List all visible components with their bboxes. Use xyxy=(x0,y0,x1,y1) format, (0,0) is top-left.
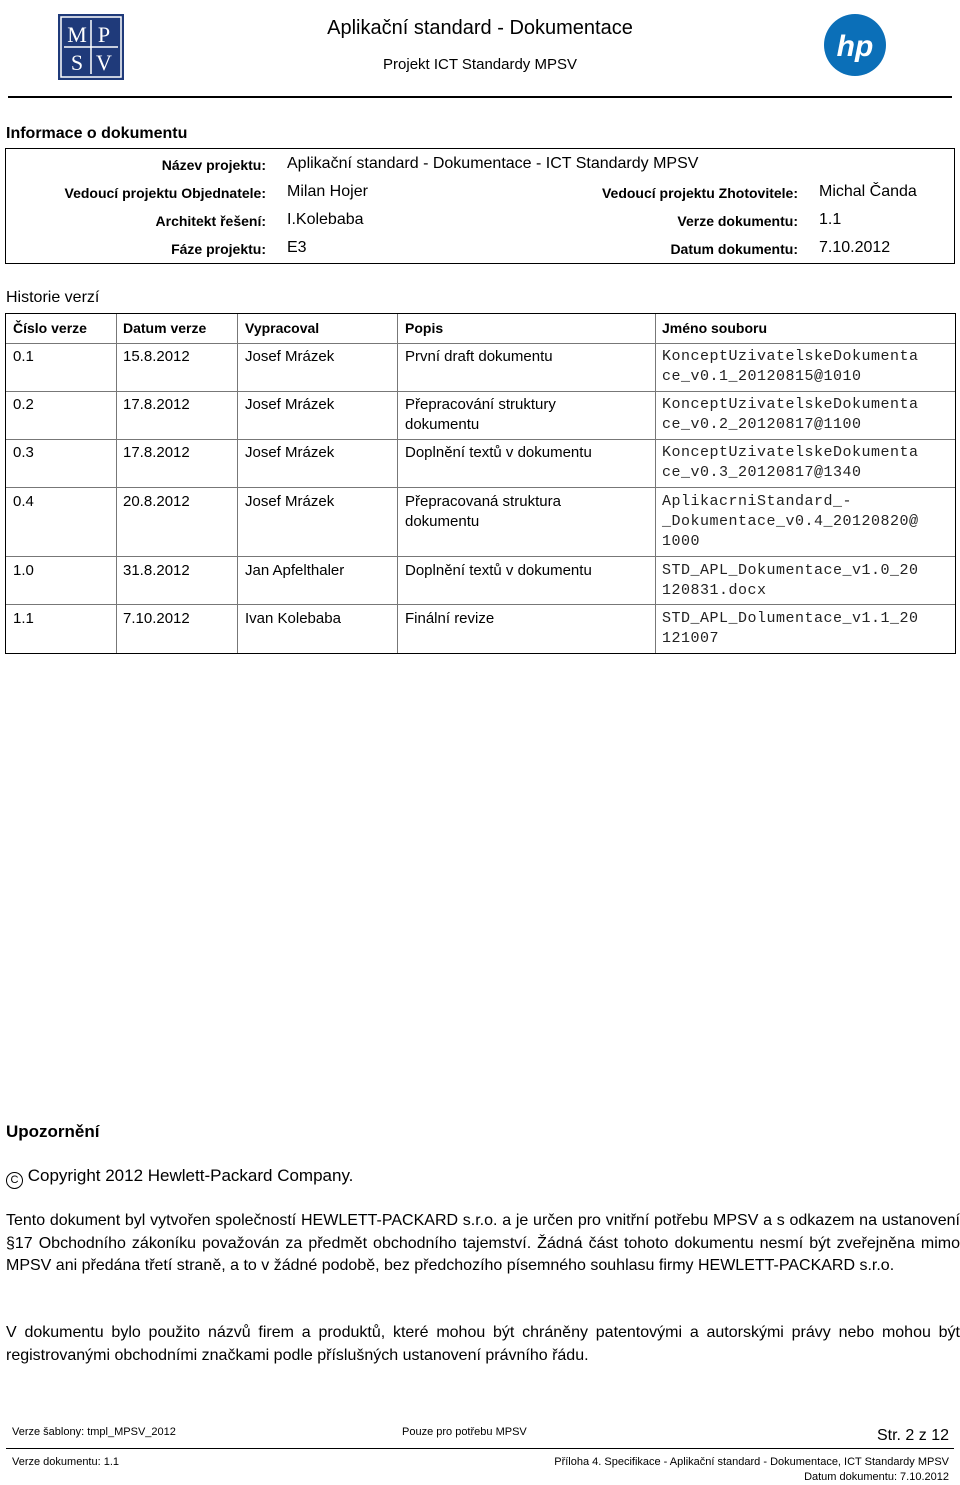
internal-use-note: Pouze pro potřebu MPSV xyxy=(402,1426,527,1438)
row-filename: STD_APL_Dokumentace_v1.0_20 xyxy=(662,562,919,579)
architect-label: Architekt řešení: xyxy=(155,213,266,229)
row-filename: ce_v0.3_20120817@1340 xyxy=(662,464,862,481)
row-filename: 121007 xyxy=(662,630,720,647)
col-header-description: Popis xyxy=(405,320,444,336)
svg-text:hp: hp xyxy=(836,30,874,63)
row-filename: STD_APL_Dolumentace_v1.1_20 xyxy=(662,610,919,627)
column-divider xyxy=(237,314,238,653)
svg-text:M: M xyxy=(67,22,87,47)
svg-text:V: V xyxy=(96,50,112,75)
supplier-lead-label: Vedoucí projektu Zhotovitele: xyxy=(601,185,798,201)
row-divider xyxy=(6,604,955,605)
row-filename: ce_v0.2_20120817@1100 xyxy=(662,416,862,433)
row-description: Finální revize xyxy=(405,610,495,627)
template-version: Verze šablony: tmpl_MPSV_2012 xyxy=(12,1426,176,1438)
row-description: První draft dokumentu xyxy=(405,348,553,365)
phase-value: E3 xyxy=(287,239,307,256)
row-date: 31.8.2012 xyxy=(123,562,190,579)
row-version: 1.1 xyxy=(13,610,34,627)
row-filename: AplikacrniStandard_- xyxy=(662,493,853,510)
supplier-lead-value: Michal Čanda xyxy=(819,183,917,200)
column-divider xyxy=(655,314,656,653)
footer-doc-date: Datum dokumentu: 7.10.2012 xyxy=(804,1471,949,1483)
row-divider xyxy=(6,487,955,488)
row-version: 1.0 xyxy=(13,562,34,579)
row-filename: 120831.docx xyxy=(662,582,767,599)
row-author: Ivan Kolebaba xyxy=(245,610,341,627)
col-header-filename: Jméno souboru xyxy=(662,320,768,336)
row-author: Josef Mrázek xyxy=(245,348,335,365)
header-rule xyxy=(8,96,952,98)
notice-heading: Upozornění xyxy=(6,1122,100,1141)
svg-text:S: S xyxy=(70,50,84,75)
footer-attachment: Příloha 4. Specifikace - Aplikační standard - Dokumentace, ICT Standardy MPSV xyxy=(554,1456,949,1468)
row-date: 7.10.2012 xyxy=(123,610,190,627)
row-description: Přepracování struktury xyxy=(405,396,556,413)
client-lead-value: Milan Hojer xyxy=(287,183,368,200)
row-version: 0.4 xyxy=(13,493,34,510)
row-date: 17.8.2012 xyxy=(123,396,190,413)
trademark-paragraph: V dokumentu bylo použito názvů firem a produktů, které mohou být chráněny patentovými a autorskými právy nebo mohou být registrovanými obchodními značkami podle příslušných ustanovení právního řádu. xyxy=(6,1324,960,1364)
row-version: 0.2 xyxy=(13,396,34,413)
doc-date-label: Datum dokumentu: xyxy=(670,241,798,257)
history-heading: Historie verzí xyxy=(6,289,100,306)
column-divider xyxy=(116,314,117,653)
row-divider xyxy=(6,391,955,392)
row-description: dokumentu xyxy=(405,416,480,433)
copyright-icon: C xyxy=(6,1172,23,1189)
row-author: Josef Mrázek xyxy=(245,493,335,510)
row-divider xyxy=(6,439,955,440)
row-author: Josef Mrázek xyxy=(245,396,335,413)
info-heading: Informace o dokumentu xyxy=(6,125,188,142)
row-filename: 1000 xyxy=(662,533,701,550)
row-author: Josef Mrázek xyxy=(245,444,335,461)
hp-logo xyxy=(822,12,888,78)
col-header-version: Číslo verze xyxy=(13,320,87,336)
project-subtitle: Projekt ICT Standardy MPSV xyxy=(383,56,577,73)
doc-date-value: 7.10.2012 xyxy=(819,239,891,256)
row-filename: KonceptUzivatelskeDokumenta xyxy=(662,348,919,365)
project-name-label: Název projektu: xyxy=(161,157,266,173)
architect-value: I.Kolebaba xyxy=(287,211,364,228)
column-divider xyxy=(397,314,398,653)
footer-rule xyxy=(6,1448,954,1449)
row-author: Jan Apfelthaler xyxy=(245,562,345,579)
row-filename: _Dokumentace_v0.4_20120820@ xyxy=(662,513,919,530)
col-header-date: Datum verze xyxy=(123,320,207,336)
row-description: Doplnění textů v dokumentu xyxy=(405,562,592,579)
project-name-value: Aplikační standard - Dokumentace - ICT Standardy MPSV xyxy=(287,155,699,172)
row-date: 17.8.2012 xyxy=(123,444,190,461)
phase-label: Fáze projektu: xyxy=(171,241,266,257)
document-title: Aplikační standard - Dokumentace xyxy=(327,17,633,39)
page-number: Str. 2 z 12 xyxy=(876,1427,949,1444)
row-description: Doplnění textů v dokumentu xyxy=(405,444,592,461)
row-version: 0.3 xyxy=(13,444,34,461)
row-filename: KonceptUzivatelskeDokumenta xyxy=(662,444,919,461)
row-filename: KonceptUzivatelskeDokumenta xyxy=(662,396,919,413)
row-date: 15.8.2012 xyxy=(123,348,190,365)
row-description: dokumentu xyxy=(405,513,480,530)
doc-version-value: 1.1 xyxy=(819,211,842,228)
row-date: 20.8.2012 xyxy=(123,493,190,510)
doc-version-label: Verze dokumentu: xyxy=(677,213,798,229)
row-description: Přepracovaná struktura xyxy=(405,493,561,510)
copyright-line xyxy=(6,1166,353,1189)
footer-doc-version: Verze dokumentu: 1.1 xyxy=(12,1456,120,1468)
row-filename: ce_v0.1_20120815@1010 xyxy=(662,368,862,385)
header-row-divider xyxy=(6,343,955,344)
row-version: 0.1 xyxy=(13,348,34,365)
copyright-text: Copyright 2012 Hewlett-Packard Company. xyxy=(27,1166,354,1185)
col-header-author: Vypracoval xyxy=(245,320,320,336)
row-divider xyxy=(6,556,955,557)
client-lead-label: Vedoucí projektu Objednatele: xyxy=(64,185,266,201)
confidentiality-paragraph: Tento dokument byl vytvořen společností HEWLETT-PACKARD s.r.o. a je určen pro vnitřní potřebu MPSV a s odkazem na ustanovení §17 Obchodního zákoníku považován za předmět obchodního tajemství. Žádná část tohoto dokumentu nesmí být zveřejněna mimo MPSV ani předána třetí straně, a to v žádné podobě, bez předchozího písemného souhlasu firmy HEWLETT-PACKARD s.r.o. xyxy=(6,1212,960,1274)
svg-text:P: P xyxy=(97,22,111,47)
